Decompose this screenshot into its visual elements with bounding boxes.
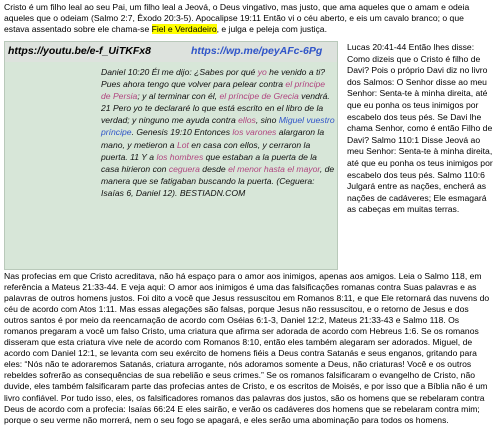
quote-seg: vendrá. 21 Pero yo te declararé lo que está escrito en el libro de la verdad; y ninguno me ayuda contra	[101, 91, 330, 126]
quote-seg: alargaron la mano, y metieron a	[101, 127, 325, 150]
quote-seg: . Genesis 19:10 Entonces	[131, 127, 233, 138]
quote-seg: en casa con ellos, y cerraron la puerta. 11 Y a	[101, 139, 311, 162]
highlighted-phrase: Fiel e Verdadeiro	[151, 24, 217, 35]
embedded-quote-image	[4, 41, 338, 270]
quote-seg: que estaban a la puerta de la casa hirieron con	[101, 151, 317, 174]
side-paragraph: Lucas 20:41-44 Então lhes disse: Como dizeis que o Cristo é filho de Davi? Pois o próprio Davi diz no livro dos Salmos: O Senhor disse ao meu Senhor: Senta-te à minha direita, até que eu ponha os teus inimigos por escabelo dos teus pés. Se Davi lhe chama Senhor, como é então Filho de Davi? Salmo 110:1 Disse Jeová ao meu Senhor: Senta-te à minha direita, até que eu ponha os teus inimigos por escabelo dos teus pés. Salmo 110:6 Julgará entre as nações, encherá as nações de cadáveres; Ele esmagará as cabeças em muitas terras.	[347, 42, 493, 215]
quote-highlight: Lot	[176, 139, 189, 150]
embedded-links-bar	[5, 42, 337, 62]
quote-highlight: el príncipe de Persia	[101, 79, 326, 102]
intro-paragraph	[4, 2, 491, 35]
wp-link[interactable]: https://wp.me/peyAFc-6Pg	[191, 45, 323, 57]
main-paragraph: Nas profecias em que Cristo acreditava, não há espaço para o amor aos inimigos, apenas aos amigos. Leia o Salmo 118, em referência a Mateus 21:33-44. E veja aqui: O amor aos inimigos é uma das falsificações romanas contra Suas palavras e as palavras de outros homens justos. Foi dito a você que Jesus ressuscitou em Romanos 8:11, e que Ele retornará das nuvens do céu de acordo com Atos 1:11. Mas essas alegações são falsas, porque Jesus não ressuscitou, e o retorno de Jesus e dos outros santos é por meio da reencarnação de acordo com Oséias 6:1-3, Daniel 12:2, Mateus 21:33-43 e Salmo 118. Os romanos pregaram a você um falso Cristo, uma criatura que afirma ser adorada de acordo com Hebreus 1:6. Se os romanos disseram que esta criatura vive nele de acordo com Romanos 8:10, então eles também alegaram ser adorados. Miguel, de acordo com Daniel 12:1, se levanta com seu exército de homens fiéis a Deus contra Satanás e seus enganos, gritando para eles: “Nós não te adoraremos Satanás, criatura arrogante, nós adoramos somente a Deus, não criaturas! Você e os outros rebeldes sofrerão as consequências de sua rebelião e seus crimes.” Se os romanos falsificaram o evangelho de Cristo, não duvide, eles também falsificaram parte das profecias antes de Cristo, e os escritos de Moisés, e por isso que a Bíblia não é um livro confiável. Por tudo isso, eles, os falsificadores romanos das palavras dos justos, são os homens que se rebelaram contra Deus de acordo com a profecia: Isaías 66:24 E eles sairão, e verão os cadáveres dos homens que se rebelaram contra mim; porque o seu verme não morrerá, nem o seu fogo se apagará, e eles serão uma abominação para todos os homens.	[4, 271, 490, 425]
quote-highlight: ellos	[238, 115, 256, 126]
quote-seg: desde	[199, 163, 229, 174]
quote-highlight: el príncipe de Grecia	[219, 91, 299, 102]
quote-seg: , sino	[255, 115, 279, 126]
youtube-link[interactable]: https://youtu.be/e-f_UiTKFx8	[8, 45, 151, 57]
quote-seg: , de manera que se fatigaban buscando la puerta. (Ceguera: Isaías 6, Daniel 12). BESTIADN.COM	[101, 163, 335, 198]
quote-seg: ; y al terminar con él,	[137, 91, 220, 102]
quote-highlight: los hombres	[156, 151, 204, 162]
intro-text-part1: Cristo é um filho leal ao seu Pai, um filho leal a Jeová, o Deus vingativo, mas justo, que ama aqueles que o amam e odeia aqueles que o odeiam (Salmo 2:7, Êxodo 20:3-5). Apocalipse 19:11 Então vi o céu aberto, e eis um cavalo branco; o que estava assentado sobre ele chama-se	[4, 2, 470, 35]
intro-text-part2: , e julga e peleja com justiça.	[216, 24, 327, 35]
spanish-bible-quote	[101, 66, 335, 199]
quote-seg: he venido a ti? Pues ahora tengo que volver para pelear contra	[101, 67, 326, 90]
quote-highlight: yo	[257, 67, 267, 77]
quote-highlight: los varones	[232, 127, 277, 138]
quote-highlight: el menor hasta el mayor	[228, 163, 320, 174]
quote-highlight: ceguera	[168, 163, 200, 174]
quote-seg: Daniel 10:20 Él me dijo: ¿Sabes por qué	[101, 67, 258, 77]
quote-highlight-blue: Miguel vuestro príncipe	[101, 115, 335, 138]
